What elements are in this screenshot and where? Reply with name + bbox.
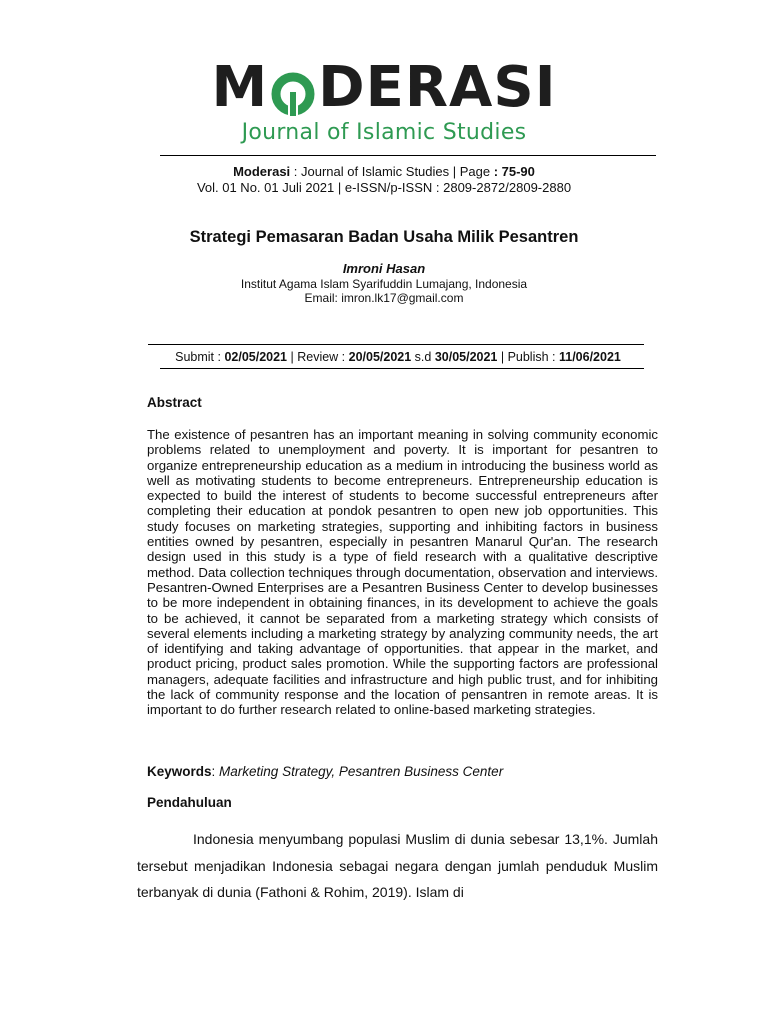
intro-paragraph: Indonesia menyumbang populasi Muslim di dunia sebesar 13,1%. Jumlah tersebut menjadikan Indonesia sebagai negara dengan jumlah penduduk Muslim terbanyak di dunia (Fathoni & Rohim, 2019). Islam di [137, 831, 658, 900]
page-range: : 75-90 [493, 164, 535, 179]
abstract-text: The existence of pesantren has an important meaning in solving community economic problems related to unemployment and poverty. It is important for pesantren to organize entrepreneurship education as a medium in introducing the business world as well as motivating students to become entrepreneurs. Entrepreneurship education is expected to build the interest of students to become successful entrepreneurs after completing their education at pondok pesantren to open new job opportunities. This study focuses on marketing strategies, supporting and inhibiting factors in business entities owned by pesantren, especially in pesantren Manarul Qur'an. The research design used in this study is a type of field research with a qualitative descriptive method. Data collection techniques through documentation, observation and interviews. Pesantren-Owned Enterprises are a Pesantren Business Center to develop businesses to be more independent in obtaining finances, in its development to achieve the goals to be achieved, it cannot be separated from a marketing strategy which consists of several elements including a marketing strategy by analyzing community needs, the art of identifying and taking advantage of opportunities. that appear in the market, and product pricing, product sales promotion. While the supporting factors are professional managers, adequate facilities and infrastructure and high public trust, and for inhibiting the lack of community response and the location of pensantren in remote areas. It is important to do further research related to online-based marketing strategies. [147, 427, 658, 718]
author-affiliation: Institut Agama Islam Syarifuddin Lumajang, Indonesia [240, 277, 528, 291]
logo-o-icon [271, 68, 315, 112]
journal-info-line2: Vol. 01 No. 01 Juli 2021 | e-ISSN/p-ISSN : 2809-2872/2809-2880 [196, 180, 572, 195]
logo-subtitle: Journal of Islamic Studies [241, 120, 527, 145]
keywords: Keywords: Marketing Strategy, Pesantren Business Center [147, 764, 504, 779]
dates-rule-bottom [160, 368, 644, 369]
journal-info-line1: Moderasi : Journal of Islamic Studies | Page : 75-90 [233, 164, 535, 179]
abstract-heading: Abstract [147, 395, 202, 410]
logo-letters-derasi: DERASI [318, 55, 557, 120]
author-email: Email: imron.lk17@gmail.com [304, 291, 464, 305]
dates-rule-top [148, 344, 644, 345]
logo-letter-m: M [211, 55, 269, 120]
review-end-date: 30/05/2021 [434, 350, 498, 364]
submit-date: 02/05/2021 [224, 350, 288, 364]
keywords-value: Marketing Strategy, Pesantren Business Center [219, 764, 504, 779]
logo-wordmark [211, 55, 557, 120]
review-start-date: 20/05/2021 [348, 350, 412, 364]
intro-heading: Pendahuluan [147, 795, 232, 810]
article-title: Strategi Pemasaran Badan Usaha Milik Pesantren [189, 228, 579, 246]
keywords-label: Keywords [147, 764, 212, 779]
author-name: Imroni Hasan [342, 261, 426, 276]
publish-date: 11/06/2021 [558, 350, 621, 364]
header-rule [160, 155, 656, 156]
submission-dates: Submit : 02/05/2021 | Review : 20/05/2021 s.d 30/05/2021 | Publish : 11/06/2021 [175, 350, 621, 364]
journal-logo [0, 55, 768, 145]
journal-name: Moderasi [233, 164, 291, 179]
